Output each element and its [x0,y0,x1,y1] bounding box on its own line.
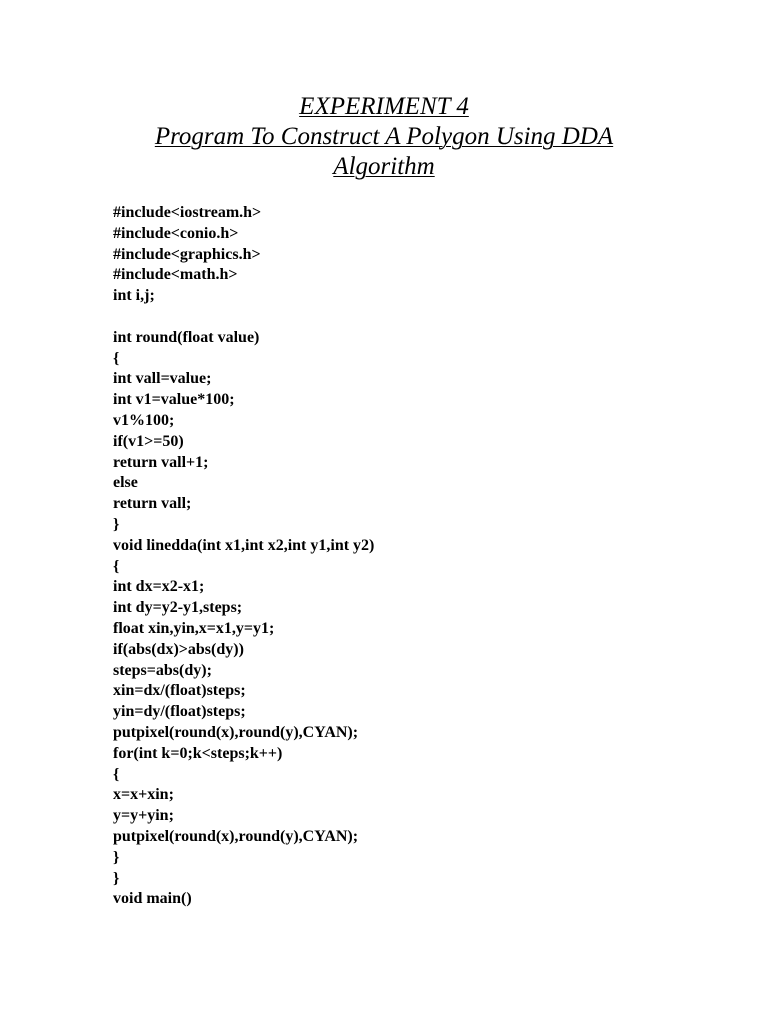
code-line: { [113,349,120,367]
code-line: return vall+1; [113,453,209,471]
code-line: if(v1>=50) [113,432,184,450]
code-line: #include<conio.h> [113,224,239,242]
code-line: int vall=value; [113,370,212,388]
program-title-line-1 [0,122,768,152]
code-line: steps=abs(dy); [113,661,212,679]
code-line: return vall; [113,495,192,513]
code-line: putpixel(round(x),round(y),CYAN); [113,827,359,845]
code-line [113,307,374,328]
code-line: if(abs(dx)>abs(dy)) [113,640,244,658]
code-line: } [113,515,120,533]
code-line: } [113,869,120,887]
program-title-line-1-text: Program To Construct A Polygon Using DDA [154,123,614,150]
code-line: #include<iostream.h> [113,204,262,221]
code-line: xin=dx/(float)steps; [113,682,246,700]
code-line: } [113,848,120,866]
code-line: int v1=value*100; [113,391,235,409]
code-line: int round(float value) [113,328,260,346]
experiment-heading [0,92,768,122]
code-line: int dx=x2-x1; [113,578,205,596]
code-line: v1%100; [113,411,175,429]
code-line: yin=dy/(float)steps; [113,703,246,721]
code-line: putpixel(round(x),round(y),CYAN); [113,723,359,741]
code-line: #include<graphics.h> [113,245,261,263]
code-line: void linedda(int x1,int x2,int y1,int y2) [113,536,375,554]
code-line: x=x+xin; [113,786,174,804]
code-line: else [113,474,138,492]
code-line: float xin,yin,x=x1,y=y1; [113,619,275,637]
heading-block [0,92,768,182]
experiment-heading-text: EXPERIMENT 4 [299,93,469,120]
code-line: { [113,557,120,575]
code-line: #include<math.h> [113,266,238,284]
code-line: int dy=y2-y1,steps; [113,599,243,617]
code-line: int i,j; [113,287,155,305]
program-title-line-2 [0,152,768,182]
program-title-line-2-text: Algorithm [333,153,435,180]
code-line: void main() [113,890,192,908]
code-listing [113,203,374,910]
code-line: for(int k=0;k<steps;k++) [113,744,283,762]
code-line: { [113,765,120,783]
code-line: y=y+yin; [113,807,174,825]
